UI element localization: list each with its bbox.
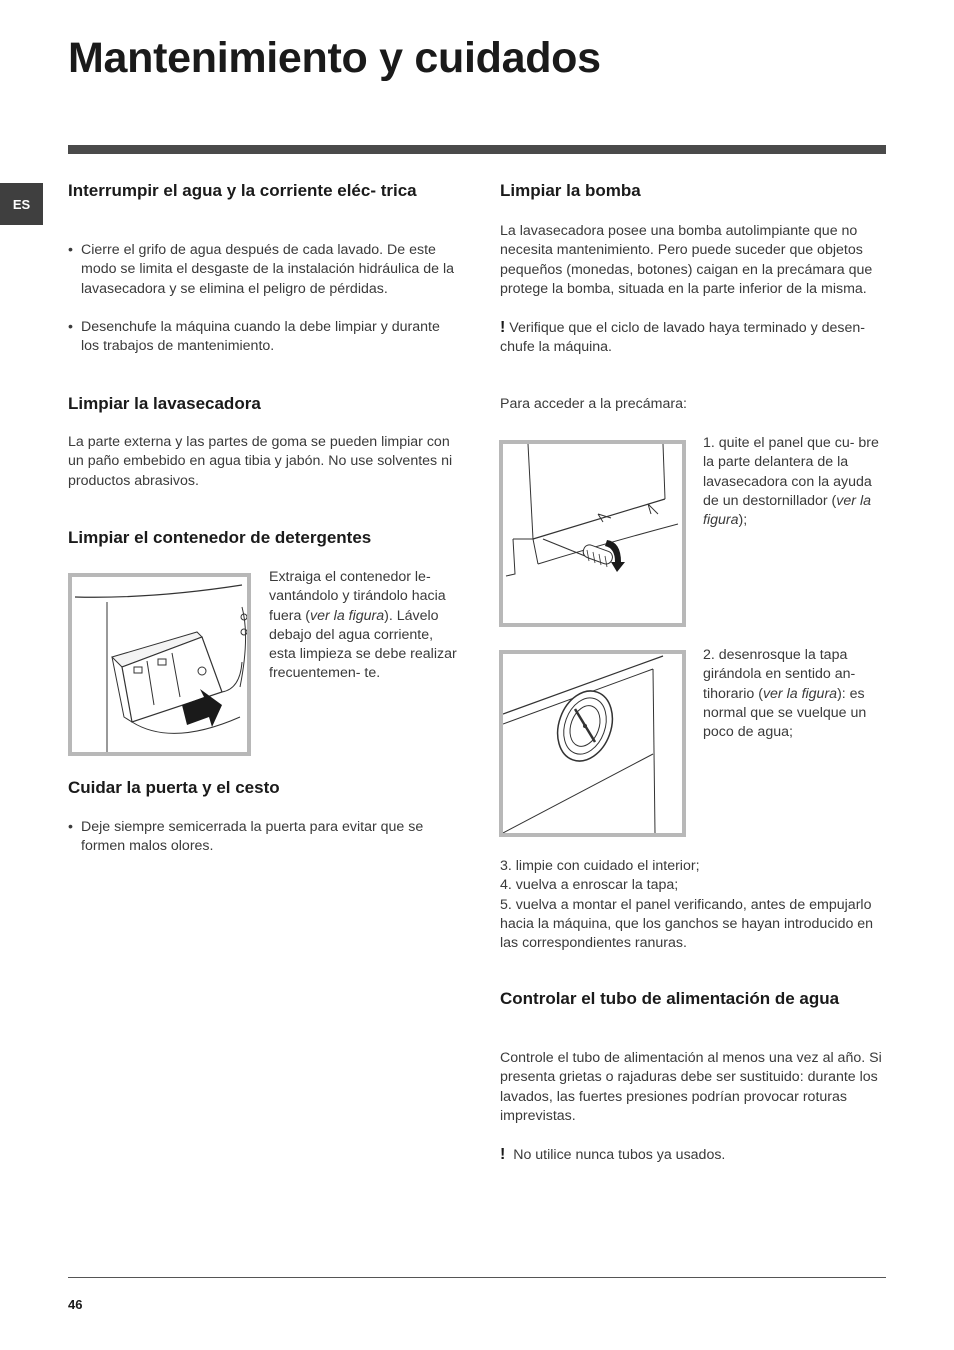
- figure-remove-panel: [499, 440, 686, 627]
- heading-limpiar-contenedor: Limpiar el contenedor de detergentes: [68, 528, 372, 547]
- bullet-desenchufe: • Desenchufe la máquina cuando la debe limpiar y durante los trabajos de mantenimiento.: [68, 318, 458, 357]
- text-bomba-intro: La lavasecadora posee una bomba autolimpiante que no necesita mantenimiento. Pero puede suceder que objetos pequeños (monedas, botones) caigan en la precámara que protege la bomba, situada en la parte inferior de la misma.: [500, 223, 873, 297]
- figure-unscrew-cap: [499, 650, 686, 837]
- warning-verifique: ! Verifique que el ciclo de lavado haya terminado y desen- chufe la máquina.: [500, 319, 865, 356]
- step-4: 4. vuelva a enroscar la tapa;: [500, 877, 679, 894]
- text-controlar-tubo: Controle el tubo de alimentación al menos una vez al año. Si presenta grietas o rajaduras debe ser sustituido: durante los lavados, las fuertes presiones podrían provocar roturas imprevistas.: [500, 1050, 882, 1124]
- heading-controlar-tubo: Controlar el tubo de alimentación de agua: [500, 989, 840, 1008]
- footer-rule: [68, 1277, 886, 1278]
- heading-cuidar-puerta: Cuidar la puerta y el cesto: [68, 778, 280, 797]
- step-5: 5. vuelva a montar el panel verificando, antes de empujarlo hacia la máquina, que los ganchos se hayan introducido en las correspondientes ranuras.: [500, 896, 874, 952]
- text-para-acceder: Para acceder a la precámara:: [500, 396, 687, 412]
- unscrew-cap-illustration: [503, 654, 682, 833]
- page-number: 46: [68, 1297, 83, 1312]
- step-1: 1. quite el panel que cu- bre la parte delantera de la lavasecadora con la ayuda de un destornillador (ver la figura);: [703, 435, 879, 529]
- page-title: Mantenimiento y cuidados: [68, 34, 601, 82]
- heading-limpiar-bomba: Limpiar la bomba: [500, 181, 641, 200]
- figure-detergent-drawer: [68, 573, 251, 756]
- heading-limpiar-lavasecadora: Limpiar la lavasecadora: [68, 394, 261, 413]
- text-extraiga-contenedor: Extraiga el contenedor le- vantándolo y tirándolo hacia fuera (ver la figura). Lávelo debajo del agua corriente, esta limpieza se debe realizar frecuentemen- te.: [269, 569, 457, 682]
- title-rule: [68, 145, 886, 154]
- steps-3-to-5: [500, 857, 890, 953]
- text-limpiar-lavasecadora: La parte externa y las partes de goma se pueden limpiar con un paño embebido en agua tibia y jabón. No use solventes ni productos abrasivos.: [68, 434, 453, 489]
- detergent-drawer-illustration: [72, 577, 247, 752]
- warning-tubos-usados: ! No utilice nunca tubos ya usados.: [500, 1146, 726, 1163]
- warning-icon: !: [500, 319, 506, 336]
- step-2: 2. desenrosque la tapa girándola en sentido an- tihorario (ver la figura): es normal que se vuelque un poco de agua;: [703, 647, 867, 741]
- language-tab: ES: [0, 183, 43, 225]
- remove-panel-illustration: [503, 444, 682, 623]
- heading-interrumpir: Interrumpir el agua y la corriente eléc- trica: [68, 181, 417, 200]
- step-3: 3. limpie con cuidado el interior;: [500, 858, 700, 874]
- bullet-cierre-grifo: • Cierre el grifo de agua después de cada lavado. De este modo se limita el desgaste de la instalación hidráulica de la lavasecadora y se elimina el peligro de pérdidas.: [68, 241, 458, 299]
- bullet-deje-semicerrada: • Deje siempre semicerrada la puerta para evitar que se formen malos olores.: [68, 818, 458, 857]
- warning-icon: !: [500, 1146, 506, 1163]
